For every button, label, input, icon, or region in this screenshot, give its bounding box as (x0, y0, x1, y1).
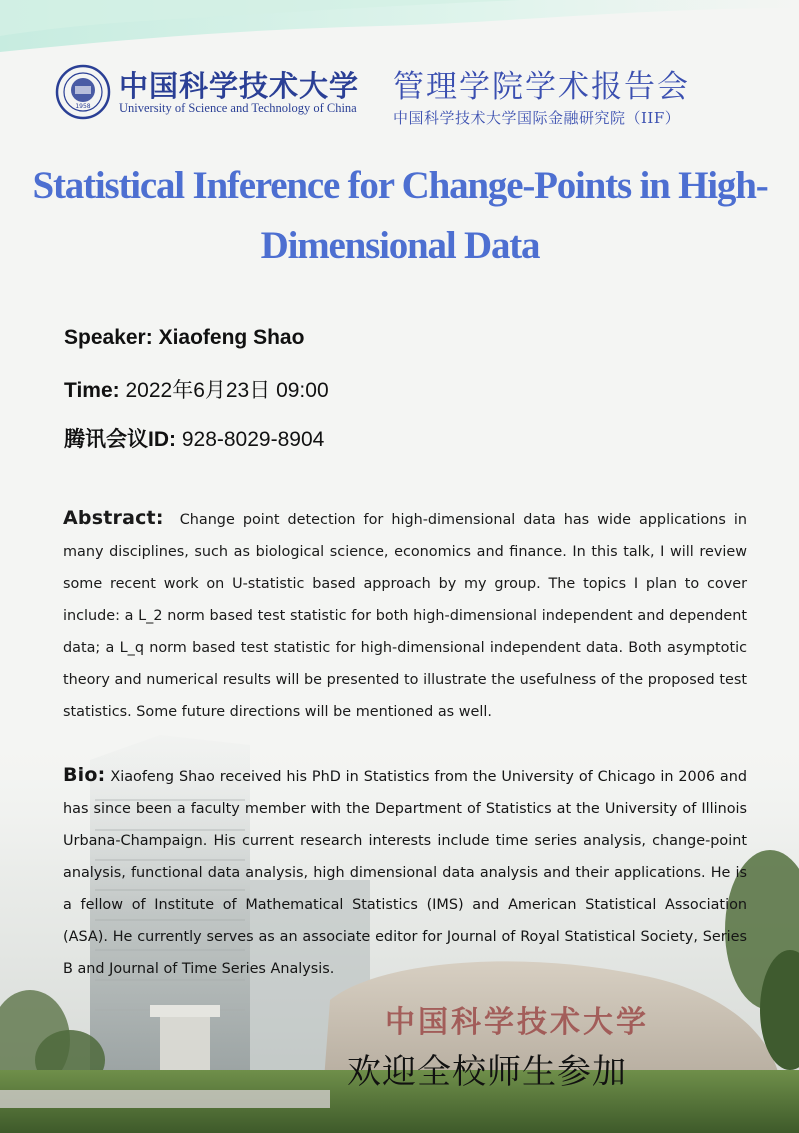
time-label: Time: (64, 379, 120, 402)
abstract-text: Change point detection for high-dimensional data has wide applications in many disciplines, such as biological science, economics and finance. In this talk, I will review some recent work on U-statistic based approach by my group. The topics I plan to cover include: a L_2 norm based test statistic for both high-dimensional independent and dependent data; a L_q norm based test statistic for high-dimensional independent data. Both asymptotic theory and numerical results will be presented to illustrate the usefulness of the proposed test statistics. Some future directions will be mentioned as well. (63, 512, 748, 720)
speaker-name: Xiaofeng Shao (158, 326, 305, 349)
talk-title: Statistical Inference for Change-Points in High-Dimensional Data (32, 164, 768, 267)
speaker-label: Speaker: (64, 326, 153, 349)
abstract-label: Abstract: (63, 507, 164, 529)
abstract-section (63, 502, 747, 728)
university-name-cn: 中国科学技术大学 (119, 69, 360, 103)
bio-text: Xiaofeng Shao received his PhD in Statistics from the University of Chicago in 2006 and has since been a faculty member with the Department of Statistics at the University of Illinois Urbana-Champaign. His current research interests include time series analysis, change-point analysis, functional data analysis, high dimensional data analysis and their applications. He is a fellow of Institute of Mathematical Statistics (IMS) and American Statistical Association (ASA). He currently serves as an associate editor for Journal of Royal Statistical Society, Series B and Journal of Time Series Analysis. (63, 769, 748, 977)
bio-label: Bio: (63, 764, 106, 786)
time-line (64, 374, 329, 404)
stone-inscription: 中国科学技术大学 (385, 1005, 649, 1040)
speaker-line (64, 326, 304, 350)
time-value: 2022年6月23日 09:00 (125, 379, 329, 402)
seal-year: 1958 (75, 103, 91, 110)
meeting-label: 腾讯会议ID: (64, 428, 176, 451)
institute-name: 中国科学技术大学国际金融研究院（IIF） (393, 109, 681, 127)
meeting-line (64, 423, 324, 453)
welcome-slogan: 欢迎全校师生参加 (347, 1052, 627, 1092)
university-name-en: University of Science and Technology of China (119, 101, 357, 115)
school-name: 管理学院学术报告会 (393, 69, 690, 105)
bio-section (63, 759, 747, 985)
meeting-id: 928-8029-8904 (181, 428, 325, 451)
university-seal-icon (55, 64, 111, 120)
